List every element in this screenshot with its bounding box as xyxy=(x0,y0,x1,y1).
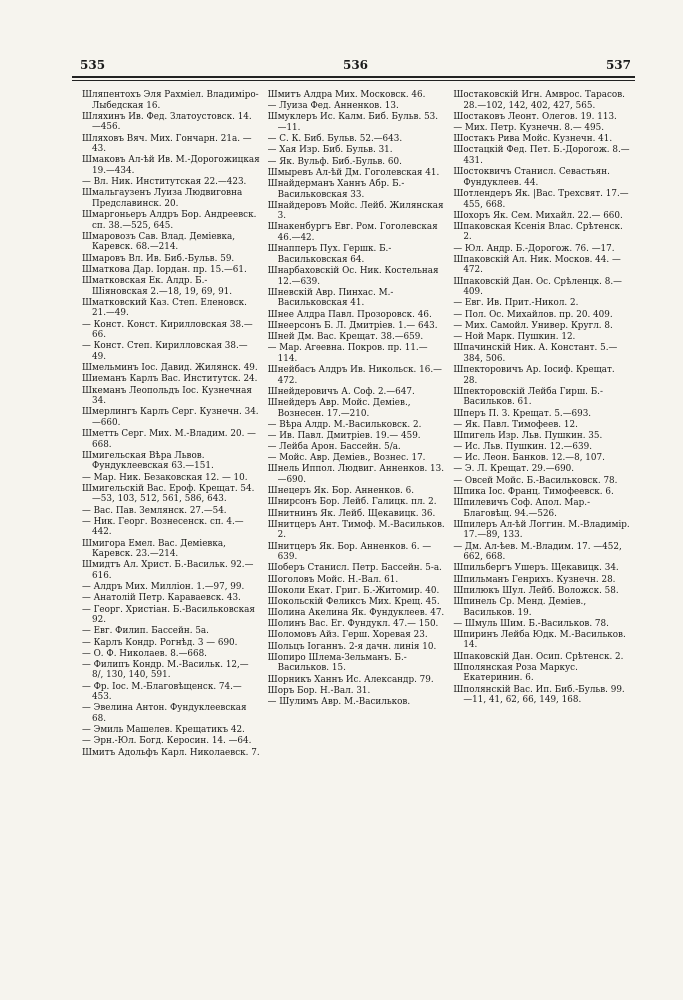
directory-entry: Шпигель Изр. Льв. Пушкин. 35. xyxy=(453,430,603,441)
directory-entry: Шнецеръ Як. Бор. Анненков. 6. xyxy=(267,486,415,497)
directory-entry: — Фр. Іос. М.-Благовѣщенск. 74.—453. xyxy=(82,681,242,703)
directory-entry: Шмигельскій Вас. Ероф. Крещат. 54.—53, 103, 512, 561, 586, 643. xyxy=(82,483,255,505)
directory-entry: Шматковская Ек. Алдр. Б.-Шіяновская 2.—18, 19, 69, 91. xyxy=(82,276,233,297)
directory-entry: Шпиринъ Лейба Юдк. М.-Васильков. 14. xyxy=(453,629,626,651)
directory-entry: Шостаковъ Леонт. Олегов. 19. 113. xyxy=(453,111,617,122)
directory-entry: — Вас. Пав. Землянск. 27.—54. xyxy=(82,505,227,516)
directory-entry: — Евг. Филип. Бассейн. 5а. xyxy=(82,626,209,637)
directory-entry: — Шмуль Шим. Б.-Васильков. 78. xyxy=(453,618,609,629)
page-header xyxy=(80,52,631,72)
directory-entry: — Як. Павл. Тимофеев. 12. xyxy=(453,419,578,430)
directory-entry: Шоголовъ Мойс. Н.-Вал. 61. xyxy=(267,574,399,585)
column-3 xyxy=(453,90,631,968)
directory-entry: — Як. Вульф. Биб.-Бульв. 60. xyxy=(267,156,402,167)
header-rule xyxy=(72,76,635,78)
directory-entry: Шполянская Роза Маркус. Екатеринин. 6. xyxy=(453,662,578,684)
directory-entry: — Ив. Павл. Дмитріев. 19.— 459. xyxy=(267,430,421,441)
directory-entry: Шоколи Екат. Григ. Б.-Житомир. 40. xyxy=(267,585,440,596)
directory-entry: Шнапперъ Пух. Гершк. Б.-Васильковская 64. xyxy=(267,244,392,265)
directory-entry: Шматкова Дар. Іордан. пр. 15.—61. xyxy=(82,264,247,275)
directory-entry: Шперъ П. З. Крещат. 5.—693. xyxy=(453,408,592,419)
directory-entry: Шмитъ Адольфъ Карл. Николаевск. 7. xyxy=(82,747,260,758)
directory-entry: Шнитцеръ Як. Бор. Анненков. 6. —639. xyxy=(267,541,432,563)
directory-entry: Шотлендеръ Як. |Вас. Трехсвят. 17.—455, 668. xyxy=(453,188,629,210)
directory-entry: Шмаргоньеръ Алдръ Бор. Андреевск. сп. 38.—525, 645. xyxy=(82,210,257,231)
page-number-center: 536 xyxy=(342,58,369,72)
directory-entry: — Луиза Фед. Анненков. 13. xyxy=(267,101,399,112)
directory-entry: Шнайдерманъ Ханнъ Абр. Б.-Васильковская 33. xyxy=(267,178,405,200)
directory-entry: Шпаковскій Дан. Ос. Срѣленцк. 8.—409. xyxy=(453,276,622,298)
directory-entry: Шостакъ Рива Мойс. Кузнечн. 41. xyxy=(453,134,613,145)
directory-entry: Шпилюкъ Шул. Лейб. Воложск. 58. xyxy=(453,585,619,596)
directory-columns xyxy=(82,90,631,968)
directory-entry: — Мих. Самойл. Универ. Кругл. 8. xyxy=(453,320,613,331)
directory-entry: Шоръ Бор. Н.-Вал. 31. xyxy=(267,685,371,696)
directory-entry: Шпильманъ Генрихъ. Кузнечн. 28. xyxy=(453,574,616,585)
directory-entry: — О. Ф. Николаев. 8.—668. xyxy=(82,648,207,659)
directory-entry: Шней Дм. Вас. Крещат. 38.—659. xyxy=(267,331,424,342)
directory-entry: — Анатолій Петр. Караваевск. 43. xyxy=(82,593,241,604)
directory-entry: Шмидтъ Ал. Христ. Б.-Васильк. 92.—616. xyxy=(82,560,254,581)
directory-entry: Шнеерсонъ Б. Л. Дмитріев. 1.— 643. xyxy=(267,320,438,331)
directory-entry: — Ис. Льв. Пушкин. 12.—639. xyxy=(453,442,593,453)
directory-entry: — Овсей Мойс. Б.-Васильковск. 78. xyxy=(453,475,618,486)
directory-entry: Шнитнинъ Як. Лейб. Щекавицк. 36. xyxy=(267,508,436,519)
directory-entry: Шмуклеръ Ис. Калм. Биб. Бульв. 53.—11. xyxy=(267,112,439,133)
directory-entry: Шмитъ Алдра Мих. Московск. 46. xyxy=(267,90,426,100)
directory-entry: Шохоръ Як. Сем. Михайл. 22.— 660. xyxy=(453,210,623,221)
directory-entry: Шоберъ Станисл. Петр. Бассейн. 5-а. xyxy=(267,563,442,574)
directory-entry: — Ис. Леон. Банков. 12.—8, 107. xyxy=(453,453,605,464)
directory-entry: — Евг. Ив. Прит.-Никол. 2. xyxy=(453,298,579,309)
directory-entry: Шметть Серг. Мих. М.-Владим. 20. —668. xyxy=(82,429,256,450)
directory-entry: Шляхинъ Ив. Фед. Златоустовск. 14.—456. xyxy=(82,111,252,133)
directory-entry: — Карлъ Кондр. Рогнѣд. 3 — 690. xyxy=(82,637,238,648)
directory-entry: — Эмиль Машелев. Крещатикъ 42. xyxy=(82,725,245,736)
directory-entry: Шмигельская Вѣра Львов. Фундуклеевская 63.—151. xyxy=(82,450,214,472)
directory-entry: Шпилеръ Ал-ѣй Логгин. М.-Владимір. 17.—89, 133. xyxy=(453,519,630,541)
directory-entry: Шопиро Шлема-Зельманъ. Б.-Васильков. 15. xyxy=(267,652,407,674)
directory-entry: Шпекторовскій Лейба Гирш. Б.-Васильков. 61. xyxy=(453,386,603,408)
directory-entry: — Э. Л. Крещат. 29.—690. xyxy=(453,464,575,475)
directory-entry: Шмерлингъ Карлъ Серг. Кузнечн. 34.—660. xyxy=(82,407,259,428)
directory-entry: Шмаровъ Вл. Ив. Биб.-Бульв. 59. xyxy=(82,253,235,264)
directory-entry: Шляховъ Вяч. Мих. Гончарн. 21а. —43. xyxy=(82,133,252,155)
directory-entry: Шмальгаузенъ Луиза Людвиговна Предславинск. 20. xyxy=(82,188,243,209)
directory-entry: — Шулимъ Авр. М.-Васильков. xyxy=(267,697,411,707)
directory-entry: Шпаковскій Ал. Ник. Москов. 44. —472. xyxy=(453,254,621,276)
directory-entry: — Мар. Ник. Безаковская 12. — 10. xyxy=(82,472,248,483)
directory-entry: Шнее Алдра Павл. Прозоровск. 46. xyxy=(267,309,432,320)
directory-entry: — Лейба Арон. Бассейн. 5/а. xyxy=(267,442,401,453)
directory-entry: — Мойс. Авр. Деміев., Вознес. 17. xyxy=(267,453,426,464)
directory-entry: — Вл. Ник. Институтская 22.—423. xyxy=(82,177,247,188)
directory-entry: Шнейбасъ Алдръ Ив. Никольск. 16.—472. xyxy=(267,364,442,386)
directory-entry: Шполянскій Вас. Ип. Биб.-Бульв. 99.—11, 41, 62, 66, 149, 168. xyxy=(453,684,625,706)
directory-entry: — Дм. Ал-ѣев. М.-Владим. 17. —452, 662, 668. xyxy=(453,541,622,563)
directory-entry: Шнирсонъ Бор. Лейб. Галицк. пл. 2. xyxy=(267,497,437,508)
column-1 xyxy=(82,90,260,968)
directory-entry: Шорникъ Ханнъ Ис. Александр. 79. xyxy=(267,674,434,685)
directory-entry: Шмыревъ Ал-ѣй Дм. Гоголевская 41. xyxy=(267,167,440,178)
directory-entry: — Хая Изр. Биб. Бульв. 31. xyxy=(267,145,393,156)
directory-entry: — С. К. Биб. Бульв. 52.—643. xyxy=(267,134,403,145)
directory-entry: Шляпентохъ Эля Рахміел. Владиміро-Лыбедская 16. xyxy=(82,90,259,111)
directory-entry: Шнарбаховскій Ос. Ник. Костельная 12.—639. xyxy=(267,266,439,287)
directory-entry: Шпильбергъ Ушеръ. Щекавицк. 34. xyxy=(453,563,619,574)
directory-entry: — Пол. Ос. Михайлов. пр. 20. 409. xyxy=(453,309,613,320)
directory-entry: Шпика Іос. Франц. Тимофеевск. 6. xyxy=(453,486,614,497)
directory-entry: — Ник. Георг. Вознесенск. сп. 4.—442. xyxy=(82,516,244,538)
directory-entry: Шмельминъ Іос. Давид. Жилянск. 49. xyxy=(82,363,258,374)
directory-entry: Шнейдеровичъ А. Соф. 2.—647. xyxy=(267,386,415,397)
directory-entry: — Вѣра Алдр. М.-Васильковск. 2. xyxy=(267,419,422,430)
directory-entry: Шпаковскій Дан. Осип. Срѣтенск. 2. xyxy=(453,651,624,662)
directory-entry: Шиеманъ Карлъ Вас. Институтск. 24. xyxy=(82,374,258,385)
directory-entry: Шнель Иппол. Людвиг. Анненков. 13.—690. xyxy=(267,464,445,486)
directory-entry: Шпекторовичъ Ар. Іосиф. Крещат. 28. xyxy=(453,364,615,386)
directory-entry: Шкеманъ Леопольдъ Іос. Кузнечная 34. xyxy=(82,385,252,407)
directory-entry: Шпаковская Ксенія Влас. Срѣтенск. 2. xyxy=(453,221,623,243)
directory-entry: Шолина Акелина Як. Фундуклеев. 47. xyxy=(267,608,445,619)
directory-entry: Шмаровозъ Сав. Влад. Деміевка, Каревск. 68.—214. xyxy=(82,231,236,253)
column-2 xyxy=(268,90,446,968)
directory-entry: Шнитцеръ Ант. Тимоф. М.-Васильков. 2. xyxy=(267,519,445,541)
directory-entry: — Мар. Агѳевна. Покров. пр. 11.—114. xyxy=(267,343,428,364)
directory-entry: — Алдръ Мих. Милліон. 1.—97, 99. xyxy=(82,582,245,593)
directory-entry: Шмаковъ Ал-ѣй Ив. М.-Дорогожицкая 19.—434. xyxy=(82,155,260,176)
directory-entry: Шматковский Каз. Степ. Еленовск. 21.—49. xyxy=(82,297,247,319)
directory-entry: — Эвелина Антон. Фундуклеевская 68. xyxy=(82,703,247,725)
directory-entry: — Конст. Степ. Кирилловская 38.—49. xyxy=(82,341,248,362)
directory-entry: Шнейдеръ Авр. Мойс. Деміев., Вознесен. 17.—210. xyxy=(267,397,411,419)
directory-entry: Шолинъ Вас. Ег. Фундукл. 47.— 150. xyxy=(267,619,439,630)
directory-entry: — Конст. Конст. Кирилловская 38.—66. xyxy=(82,319,253,341)
directory-entry: — Эрн.-Юл. Богд. Керосин. 14. —64. xyxy=(82,736,252,747)
directory-entry: Шпилевичъ Соф. Апол. Мар.-Благовѣщ. 94.—526. xyxy=(453,498,591,519)
directory-entry: — Филипъ Кондр. М.-Васильк. 12,—8/, 130, 140, 591. xyxy=(82,659,249,681)
directory-entry: Шостаковскій Игн. Амврос. Тарасов. 28.—102, 142, 402, 427, 565. xyxy=(453,90,625,111)
directory-entry: Шмигора Емел. Вас. Деміевка, Каревск. 23.—214. xyxy=(82,538,226,560)
directory-entry: Шпинель Ср. Менд. Деміев., Васильков. 19. xyxy=(453,596,587,618)
directory-entry: Шоломовъ Айз. Герш. Хоревая 23. xyxy=(267,630,428,641)
header-rule-thin xyxy=(72,80,635,81)
directory-entry: Шольцъ Іоганнъ. 2-я дачн. линія 10. xyxy=(267,641,437,652)
directory-entry: Шостацкій Фед. Пет. Б.-Дорогож. 8.—431. xyxy=(453,145,630,166)
directory-entry: Шнайдеровъ Мойс. Лейб. Жилянская 3. xyxy=(267,200,444,222)
page-number-left: 535 xyxy=(80,58,106,72)
directory-entry: Шостоквичъ Станисл. Севастьян. Фундуклеев. 44. xyxy=(453,167,610,188)
directory-entry: — Ной Марк. Пушкин. 12. xyxy=(453,331,576,342)
page-number-right: 537 xyxy=(605,58,631,72)
directory-entry: — Георг. Христіан. Б.-Васильковская 92. xyxy=(82,604,255,626)
directory-entry: — Мих. Петр. Кузнечн. 8.— 495. xyxy=(453,122,605,133)
directory-entry: Шневскій Авр. Пинхас. М.-Васильковская 41. xyxy=(267,287,394,309)
directory-entry: — Юл. Андр. Б.-Дорогож. 76. —17. xyxy=(453,243,615,254)
directory-entry: Шокольскій Феликсъ Мих. Крещ. 45. xyxy=(267,596,440,607)
directory-entry: Шпачинскій Ник. А. Констант. 5.—384, 506. xyxy=(453,343,618,364)
directory-entry: Шнакенбургъ Евг. Ром. Гоголевская 46.—42. xyxy=(267,222,438,244)
